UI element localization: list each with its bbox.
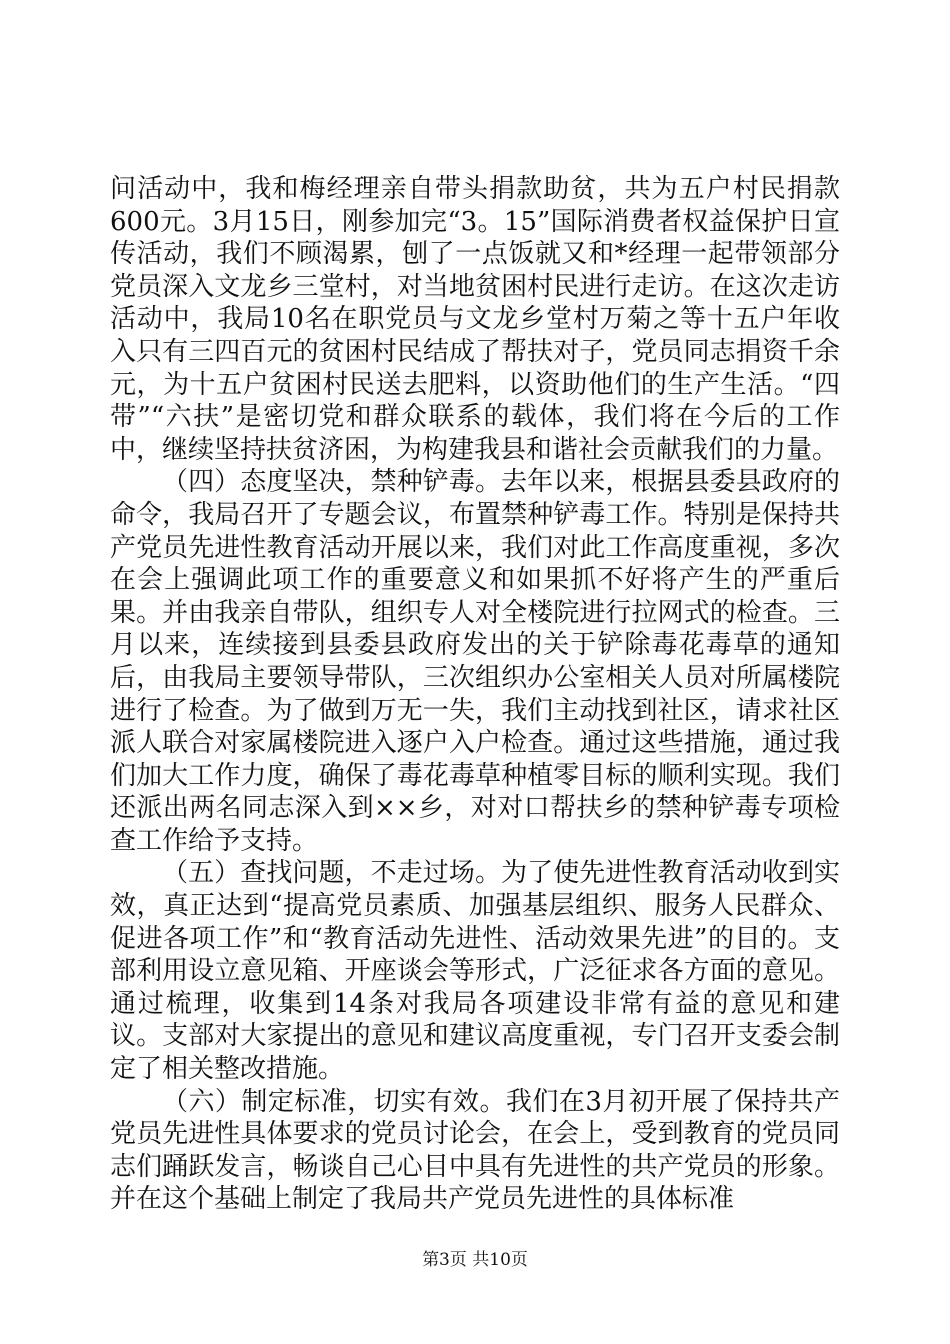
paragraph-section-5: （五）查找问题，不走过场。为了使先进性教育活动收到实效，真正达到“提高党员素质、加强基层组织、服务人民群众、促进各项工作”和“教育活动先进性、活动效果先进”的目的。支部利用设立意见箱、开座谈会等形式，广泛征求各方面的意见。通过梳理，收集到14条对我局各项建设非常有益的意见和建议。支部对大家提出的意见和建议高度重视，专门召开支委会制定了相关整改措施。	[110, 858, 840, 1085]
document-body	[110, 173, 840, 1216]
paragraph-section-4: （四）态度坚决，禁种铲毒。去年以来，根据县委县政府的命令，我局召开了专题会议，布置禁种铲毒工作。特别是保持共产党员先进性教育活动开展以来，我们对此工作高度重视，多次在会上强调此项工作的重要意义和如果抓不好将产生的严重后果。并由我亲自带队，组织专人对全楼院进行拉网式的检查。三月以来，连续接到县委县政府发出的关于铲除毒花毒草的通知后，由我局主要领导带队，三次组织办公室相关人员对所属楼院进行了检查。为了做到万无一失，我们主动找到社区，请求社区派人联合对家属楼院进入逐户入户检查。通过这些措施，通过我们加大工作力度，确保了毒花毒草种植零目标的顺利实现。我们还派出两名同志深入到××乡，对对口帮扶乡的禁种铲毒专项检查工作给予支持。	[110, 467, 840, 856]
page-number-footer: 第3页 共10页	[422, 1250, 528, 1270]
paragraph-continued: 问活动中，我和梅经理亲自带头捐款助贫，共为五户村民捐款600元。3月15日，刚参加完“3。15”国际消费者权益保护日宣传活动，我们不顾渴累，刨了一点饭就又和*经理一起带领部分党员深入文龙乡三堂村，对当地贫困村民进行走访。在这次走访活动中，我局10名在职党员与文龙乡堂村万菊之等十五户年收入只有三四百元的贫困村民结成了帮扶对子，党员同志捐资千余元，为十五户贫困村民送去肥料，以资助他们的生产生活。“四带”“六扶”是密切党和群众联系的载体，我们将在今后的工作中，继续坚持扶贫济困，为构建我县和谐社会贡献我们的力量。	[110, 174, 840, 465]
paragraph-section-6: （六）制定标准，切实有效。我们在3月初开展了保持共产党员先进性具体要求的党员讨论会，在会上，受到教育的党员同志们踊跃发言，畅谈自己心目中具有先进性的共产党员的形象。并在这个基础上制定了我局共产党员先进性的具体标准	[110, 1086, 840, 1215]
